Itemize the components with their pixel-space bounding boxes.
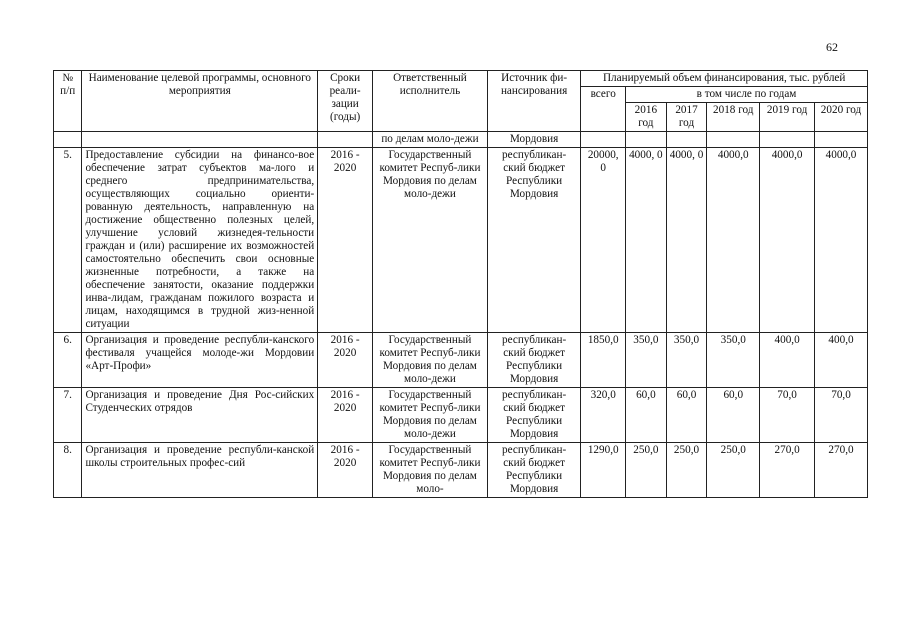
row-terms: 2016 - 2020 [318,443,373,498]
header-year-2018: 2018 год [707,103,760,132]
row-y2018: 250,0 [707,443,760,498]
header-row-1 [54,71,868,87]
row-executor: Государственный комитет Респуб-лики Мордовия по делам моло-дежи [373,388,488,443]
table-row [54,443,868,498]
header-total: всего [581,87,626,132]
table-row [54,333,868,388]
row-executor: Государственный комитет Респуб-лики Мордовия по делам моло-дежи [373,333,488,388]
continuation-executor: по делам моло-дежи [373,132,488,148]
row-executor: Государственный комитет Респуб-лики Мордовия по делам моло-дежи [373,148,488,333]
row-num: 8. [54,443,82,498]
header-by-years: в том числе по годам [626,87,868,103]
row-y2019: 70,0 [760,388,815,443]
row-name: Организация и проведение республи-канского фестиваля учащейся молоде-жи Мордовии «Арт-Профи» [82,333,318,388]
header-source: Источник фи-нансирования [487,71,580,132]
row-y2018: 60,0 [707,388,760,443]
header-year-2017: 2017 год [666,103,707,132]
row-total: 320,0 [581,388,626,443]
row-y2018: 350,0 [707,333,760,388]
row-terms: 2016 - 2020 [318,148,373,333]
header-num: № п/п [54,71,82,132]
continuation-source: Мордовия [487,132,580,148]
row-executor: Государственный комитет Респуб-лики Мордовия по делам моло- [373,443,488,498]
row-terms: 2016 - 2020 [318,333,373,388]
row-y2020: 400,0 [815,333,868,388]
row-y2019: 270,0 [760,443,815,498]
page-number: 62 [826,40,838,54]
row-num: 7. [54,388,82,443]
row-y2020: 70,0 [815,388,868,443]
row-name: Организация и проведение республи-канской школы строительных профес-сий [82,443,318,498]
row-y2018: 4000,0 [707,148,760,333]
row-y2020: 270,0 [815,443,868,498]
row-num: 5. [54,148,82,333]
row-source: республикан-ский бюджет Республики Мордовия [487,148,580,333]
header-year-2020: 2020 год [815,103,868,132]
table-row [54,148,868,333]
row-total: 1290,0 [581,443,626,498]
header-year-2019: 2019 год [760,103,815,132]
row-name: Организация и проведение Дня Рос-сийских Студенческих отрядов [82,388,318,443]
row-terms: 2016 - 2020 [318,388,373,443]
row-y2016: 350,0 [626,333,667,388]
row-y2019: 4000,0 [760,148,815,333]
row-total: 20000, 0 [581,148,626,333]
row-y2017: 250,0 [666,443,707,498]
header-executor: Ответственный исполнитель [373,71,488,132]
header-year-2016: 2016 год [626,103,667,132]
table-row [54,388,868,443]
row-num: 6. [54,333,82,388]
financing-table [53,70,868,498]
header-terms: Сроки реали-зации (годы) [318,71,373,132]
row-y2017: 350,0 [666,333,707,388]
row-name: Предоставление субсидии на финансо-вое обеспечение затрат субъектов ма-лого и среднего предпринимательства, осуществляющих социально ориенти-рованную деятельность, направленную на достижение общественно полезных целей, улучшение условий жизнедея-тельности граждан и (или) расширение их возможностей самостоятельно обеспечить свои основные жизненные потребности, а также на обеспечение занятости, оказание поддержки инва-лидам, гражданам пожилого возраста и лицам, находящимся в трудной жиз-ненной ситуации [82,148,318,333]
row-y2017: 4000, 0 [666,148,707,333]
row-source: республикан-ский бюджет Республики Мордовия [487,443,580,498]
row-y2016: 250,0 [626,443,667,498]
row-source: республикан-ский бюджет Республики Мордовия [487,333,580,388]
header-funding: Планируемый объем финансирования, тыс. рублей [581,71,868,87]
row-total: 1850,0 [581,333,626,388]
row-y2016: 4000, 0 [626,148,667,333]
row-y2017: 60,0 [666,388,707,443]
continuation-row [54,132,868,148]
header-name: Наименование целевой программы, основного мероприятия [82,71,318,132]
row-source: республикан-ский бюджет Республики Мордовия [487,388,580,443]
row-y2020: 4000,0 [815,148,868,333]
row-y2016: 60,0 [626,388,667,443]
row-y2019: 400,0 [760,333,815,388]
